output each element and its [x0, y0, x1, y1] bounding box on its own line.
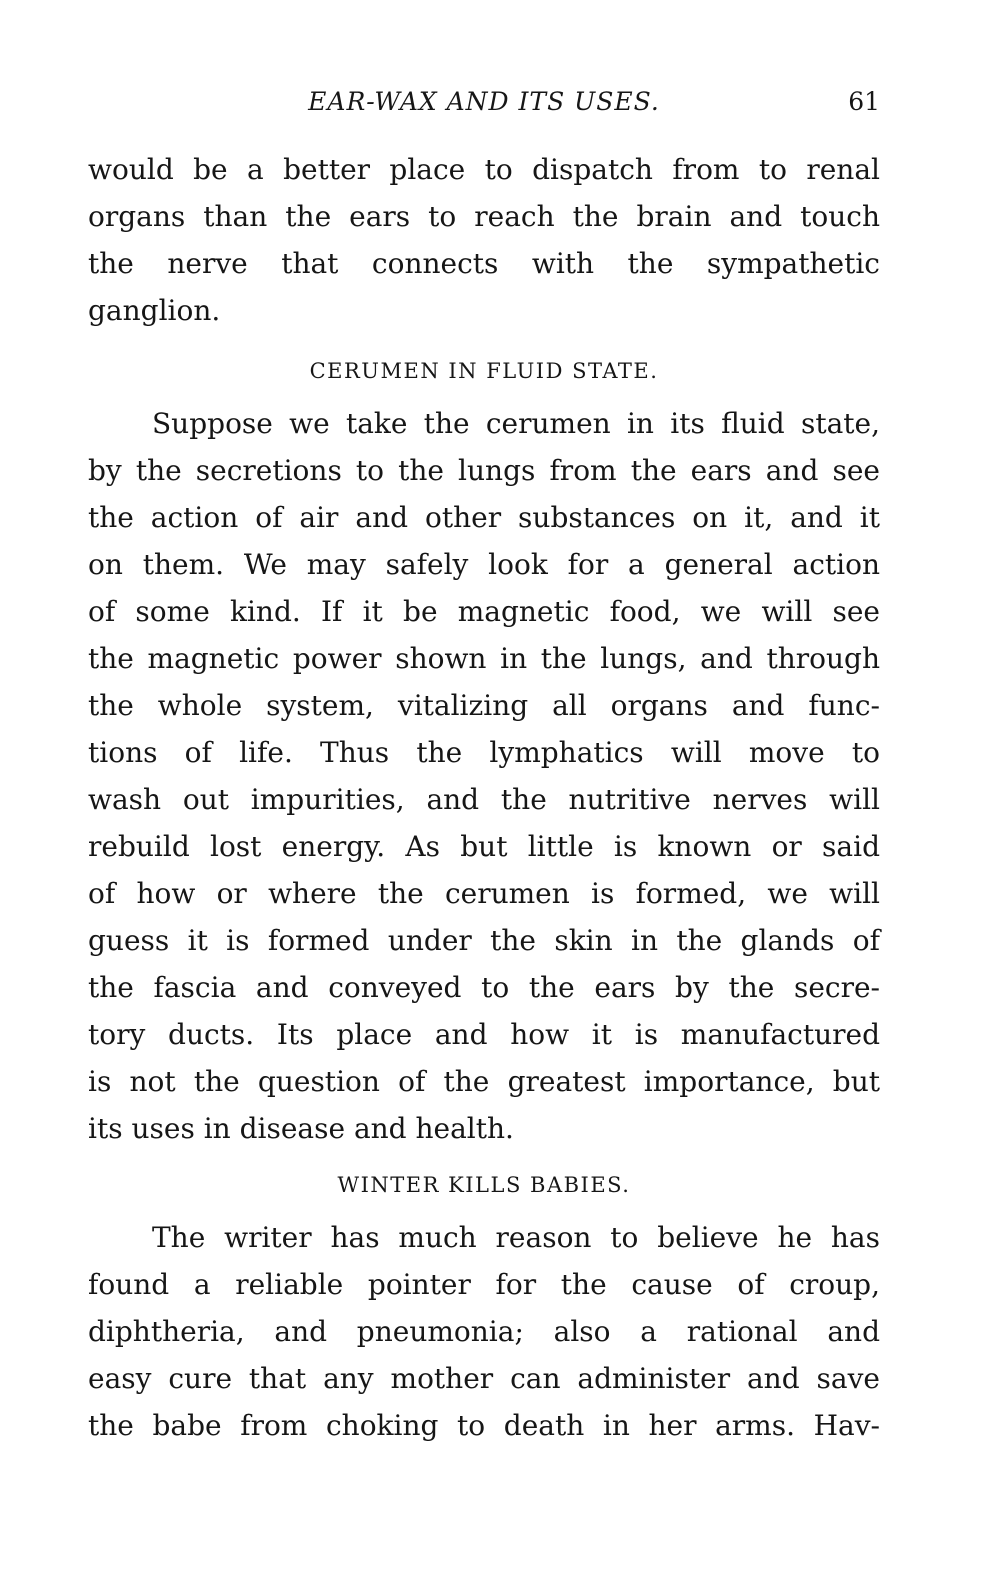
text-line: its uses in disease and health. [88, 1112, 514, 1145]
text-line: on them. We may safely look for a general action [88, 548, 880, 581]
text-line: organs than the ears to reach the brain and touch [88, 200, 880, 233]
text-line: the fascia and conveyed to the ears by the secre- [88, 971, 880, 1004]
page-number: 61 [848, 87, 880, 116]
running-title: EAR-WAX AND ITS USES. [308, 87, 660, 116]
text-line: the magnetic power shown in the lungs, and through [88, 642, 880, 675]
text-line: is not the question of the greatest importance, but [88, 1065, 880, 1098]
section-heading-winter: WINTER KILLS BABIES. [337, 1173, 631, 1197]
running-head [88, 84, 880, 120]
text-line: of some kind. If it be magnetic food, we will see [88, 595, 880, 628]
text-line: the action of air and other substances on it, and it [88, 501, 880, 534]
text-line: ganglion. [88, 294, 221, 327]
text-line: diphtheria, and pneumonia; also a rational and [88, 1315, 880, 1348]
text-line: guess it is formed under the skin in the glands of [88, 924, 880, 957]
paragraph-cerumen [88, 400, 880, 1152]
text-line: found a reliable pointer for the cause of croup, [88, 1268, 880, 1301]
paragraph-continued [88, 146, 880, 334]
section-heading-cerumen: CERUMEN IN FLUID STATE. [309, 359, 659, 383]
paragraph-winter [88, 1214, 880, 1449]
text-line: the whole system, vitalizing all organs and func- [88, 689, 880, 722]
text-line: Suppose we take the cerumen in its fluid state, [152, 407, 880, 440]
text-line: The writer has much reason to believe he has [152, 1221, 880, 1254]
text-line: of how or where the cerumen is formed, we will [88, 877, 880, 910]
text-line: the babe from choking to death in her arms. Hav- [88, 1409, 880, 1442]
text-line: rebuild lost energy. As but little is known or said [88, 830, 880, 863]
text-line: by the secretions to the lungs from the ears and see [88, 454, 880, 487]
text-line: tory ducts. Its place and how it is manufactured [88, 1018, 880, 1051]
text-line: tions of life. Thus the lymphatics will move to [88, 736, 880, 769]
text-line: the nerve that connects with the sympathetic [88, 247, 880, 280]
text-line: wash out impurities, and the nutritive nerves will [88, 783, 880, 816]
text-line: would be a better place to dispatch from to renal [88, 153, 880, 186]
text-line: easy cure that any mother can administer and save [88, 1362, 880, 1395]
